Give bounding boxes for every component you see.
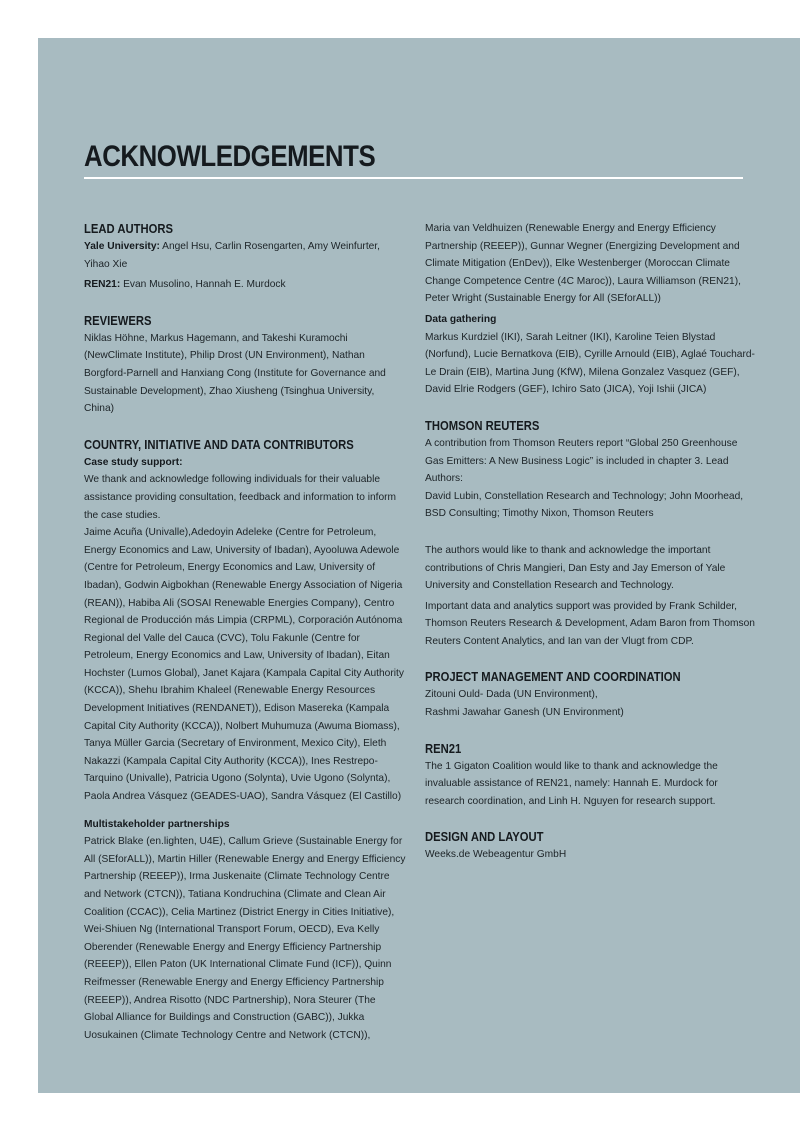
lead-authors-ren21 — [84, 276, 406, 294]
multistakeholder-contributors: Patrick Blake (en.lighten, U4E), Callum Grieve (Sustainable Energy for All (SEforALL)), Martin Hiller (Renewable Energy and Energy Efficiency Partnership (REEEP)), Irma Juskenaite (Climate Technology Centre and Network (CTCN)), Tatiana Kondruchina (Climate and Clean Air Coalition (CCAC)), Celia Martinez (District Energy in Cities Initiative), Wei-Shiuen Ng (International Transport Forum, OECD), Eva Kelly Oberender (Renewable Energy and Energy Efficiency Partnership (REEEP)), Ellen Paton (UK International Climate Fund (ICF)), Quinn Reifmesser (Renewable Energy and Energy Efficiency Partnership (REEEP)), Andrea Risotto (NDC Partnership), Nora Steurer (The Global Alliance for Buildings and Construction (GABC)), Jukka Uosukainen (Climate Technology Centre and Network (CTCN)), — [84, 836, 406, 1041]
title-divider — [84, 177, 743, 179]
project-management-heading: PROJECT MANAGEMENT AND COORDINATION — [425, 670, 681, 685]
thomson-reuters-authors: David Lubin, Constellation Research and Technology; John Moorhead, BSD Consulting; Timothy Nixon, Thomson Reuters — [425, 490, 744, 520]
data-gathering-text: Markus Kurdziel (IKI), Sarah Leitner (IKI), Karoline Teien Blystad (Norfund), Lucie Bernatkova (EIB), Cyrille Arnould (EIB), Aglaé Touchard-Le Drain (EIB), Martina Jung (KfW), Milena Gonzalez Vasquez (GEF), David Elrie Rodgers (GEF), Ichiro Sato (JICA), Yoji Ishii (JICA) — [425, 331, 755, 396]
right-column — [425, 220, 755, 864]
ren21-text: The 1 Gigaton Coalition would like to thank and acknowledge the invaluable assistance of REN21, namely: Hannah E. Murdock for research coordination, and Linh H. Nguyen for research support. — [425, 760, 718, 807]
thomson-reuters-text: A contribution from Thomson Reuters report “Global 250 Greenhouse Gas Emitters: A New Business Logic” is included in chapter 3. Lead Authors: — [425, 437, 738, 485]
case-study-intro: We thank and acknowledge following individuals for their valuable assistance providing consultation, feedback and information to inform the case studies. — [84, 474, 397, 521]
design-layout-heading: DESIGN AND LAYOUT — [425, 830, 544, 845]
thomson-reuters-thanks: The authors would like to thank and acknowledge the important contributions of Chris Mangieri, Dan Esty and Jay Emerson of Yale University and Constellation Research and Technology. — [425, 544, 726, 592]
reviewers-text: Niklas Höhne, Markus Hagemann, and Takeshi Kuramochi (NewClimate Institute), Philip Drost (UN Environment), Nathan Borgford-Parnell and Hanxiang Cong (Institute for Governance and Sustainable Development), Zhao Xiusheng (Tsinghua University, China) — [84, 332, 386, 415]
left-column — [84, 221, 406, 1044]
thomson-reuters-heading: THOMSON REUTERS — [425, 418, 540, 433]
case-study-label: Case study support: — [84, 456, 183, 468]
case-study-contributors: Jaime Acuña (Univalle),Adedoyin Adeleke (Centre for Petroleum, Energy Economics and Law, University of Ibadan), Ayooluwa Adewole (Centre for Petroleum, Energy Economics and Law, University of Ibadan), Godwin Aigbokhan (Renewable Energy Association of Nigeria (REAN)), Habiba Ali (SOSAI Renewable Energies Company), Centro Regional de Producción más Limpia (CRPML), Corporación Autónoma Regional del Valle del Cauca (CVC), Tolu Fakunle (Centre for Petroleum, Energy Economics and Law, University of Ibadan), Eitan Hochster (Lumos Global), Janet Kajara (Kampala Capital City Authority (KCCA)), Shehu Ibrahim Khaleel (Renewable Energy Resources Development Initiatives (RENDANET)), Edison Masereka (Kampala Capital City Authority (KCCA)), Nolbert Muhumuza (Awuma Biomass), Tanya Müller Garcia (Secretary of Environment, Mexico City), Eleth Nakazzi (Kampala Capital City Authority (KCCA)), Ines Restrepo-Tarquino (Univalle), Patricia Ugono (Solynta), Uvie Ugono (Solynta), Paola Andrea Vásquez (GEADES-UAO), Sandra Vásquez (El Castillo) — [84, 527, 404, 803]
yale-authors: Angel Hsu, Carlin Rosengarten, Amy Weinfurter, Yihao Xie — [84, 241, 380, 270]
ren21-heading: REN21 — [425, 741, 462, 756]
multistakeholder-label: Multistakeholder partnerships — [84, 818, 230, 830]
ren21-label: REN21: — [84, 279, 121, 291]
project-management-line1: Zitouni Ould- Dada (UN Environment), — [425, 689, 598, 701]
project-management-line2: Rashmi Jawahar Ganesh (UN Environment) — [425, 707, 624, 719]
ren21-authors: Evan Musolino, Hannah E. Murdock — [120, 279, 286, 291]
multistakeholder-continued: Maria van Veldhuizen (Renewable Energy and Energy Efficiency Partnership (REEEP)), Gunnar Wegner (Energizing Development and Climate Mitigation (EnDev)), Elke Westenberger (Moroccan Climate Change Competence Centre (4C Maroc)), Laura Williamson (REN21), Peter Wright (Sustainable Energy for All (SEforALL)) — [425, 223, 741, 305]
thomson-reuters-data-support: Important data and analytics support was provided by Frank Schilder, Thomson Reuters Research & Development, Adam Baron from Thomson Reuters Content Analytics, and Ian van der Vlugt from CDP. — [425, 600, 755, 647]
lead-authors-heading: LEAD AUTHORS — [84, 222, 173, 236]
yale-label: Yale University: — [84, 241, 160, 252]
lead-authors-yale — [84, 238, 406, 273]
reviewers-heading: REVIEWERS — [84, 313, 152, 328]
design-layout-text: Weeks.de Webeagentur GmbH — [425, 849, 567, 861]
data-gathering-label: Data gathering — [425, 313, 497, 325]
contributors-heading: COUNTRY, INITIATIVE AND DATA CONTRIBUTORS — [84, 437, 354, 452]
page-title: ACKNOWLEDGEMENTS — [84, 140, 376, 173]
